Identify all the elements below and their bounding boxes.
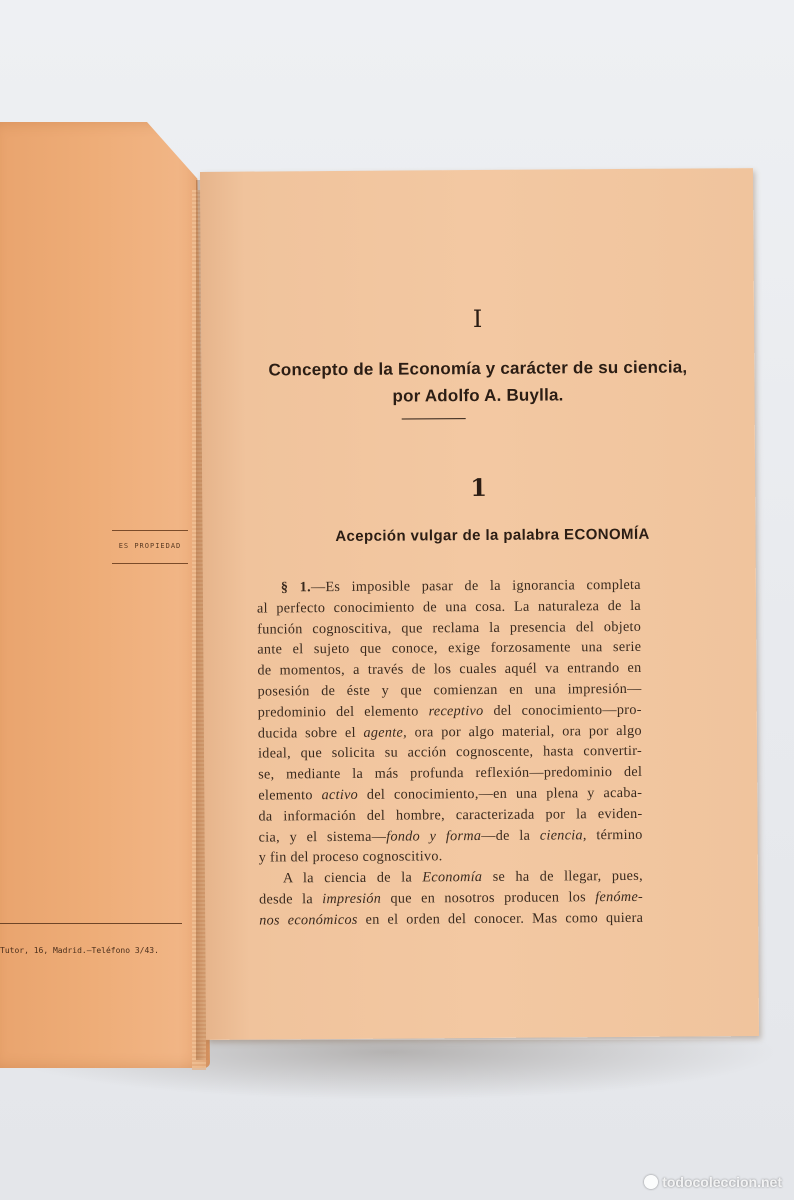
italic-text: activo [321,786,359,804]
text-run: posesión de éste y que comienzan en una impresión— [257,680,642,700]
body-line [259,887,643,910]
italic-text: agente, [363,724,407,741]
body-line [258,762,642,785]
body-line [258,741,642,764]
body-line [259,866,643,889]
text-run: ante el sujeto que conoce, exige forzosamente una serie [257,639,642,658]
text-run: da información del hombre, caracterizada por la eviden- [258,805,643,825]
text-run: término [586,826,643,843]
body-line [258,783,642,806]
text-run: del conocimiento,—en una plena y acaba- [357,784,643,803]
text-run: se ha de llegar, pues, [482,868,643,886]
text-run: ducida sobre el [257,724,364,742]
text-run: A la ciencia de la [282,869,423,887]
right-page [200,168,759,1040]
body-line [257,596,641,619]
text-run: predominio del elemento [257,703,429,721]
italic-text: receptivo [428,702,484,720]
text-run: elemento [258,787,322,804]
italic-text: ciencia, [539,826,587,844]
text-run: del conocimiento—pro- [483,701,642,719]
text-run: de momentos, a través de los cuales aquél va entrando en [257,660,642,679]
text-run: § 1. [280,579,311,596]
left-page-stamp-text: ES PROPIEDAD [118,542,182,550]
text-run: que en nosotros producen los [381,889,596,907]
body-line [259,845,643,868]
body-line [258,679,642,702]
chapter-title-line-1: Concepto de la Economía y carácter de su ciencia, [268,357,688,380]
body-line [257,616,641,639]
text-run: al perfecto conocimiento de una cosa. La naturaleza de la [256,597,642,617]
chapter-title-line-2: por Adolfo A. Buylla. [392,385,564,406]
watermark-text: todocoleccion.net [662,1174,782,1190]
left-page-rule [0,923,182,924]
chapter-title [221,353,734,411]
left-page-imprint: Tutor, 16, Madrid.—Teléfono 3/43. [0,946,159,955]
italic-text: Economía [422,869,483,886]
italic-text: impresión [322,890,382,908]
body-line [258,804,642,827]
text-run: cia, y el sistema— [258,828,387,846]
italic-text: fondo y forma [386,827,482,845]
left-page-stamp [112,530,188,564]
body-line [259,908,643,931]
text-run: desde la [259,891,323,908]
text-run: ideal, que solicita su acción cognoscente, hasta convertir- [257,743,643,762]
body-line [258,720,642,743]
text-run: en el orden del conocer. Mas como quiera [357,909,644,928]
body-line [259,824,643,847]
watermark-logo-icon [644,1175,658,1189]
body-line [258,700,642,723]
text-run: —de la [481,827,540,844]
title-rule [402,418,466,419]
italic-text: nos económicos [259,911,358,929]
body-line [257,637,641,660]
body-line [257,658,641,681]
italic-text: fenóme- [595,888,644,906]
left-page [0,122,210,1068]
text-run: función cognoscitiva, que reclama la presencia del objeto [257,618,642,638]
body-line [257,575,641,598]
text-run: se, mediante la más profunda reflexión—predominio del [258,764,643,783]
section-title: Acepción vulgar de la palabra ECONOMÍA [335,525,650,546]
text-run: ora por algo material, ora por algo [406,722,642,741]
body-text [257,575,643,931]
text-run: y fin del proceso cognoscitivo. [258,848,443,866]
watermark [644,1174,782,1190]
chapter-number: I [472,304,483,334]
text-run: —Es imposible pasar de la ignorancia completa [310,576,641,596]
section-number: 1 [470,472,488,503]
